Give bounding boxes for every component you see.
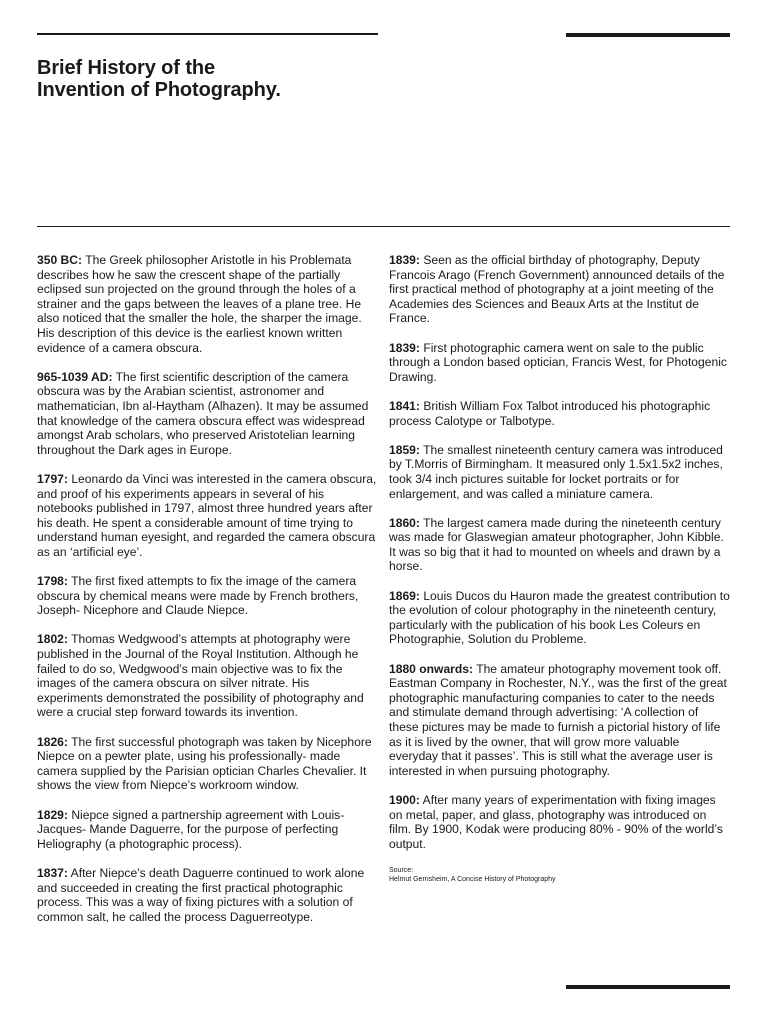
entry-text: After many years of experimentation with fixing images on metal, paper, and glass, photography was introduced on film. By 1900, Kodak were producing 80% - 90% of the world’s output.	[389, 792, 723, 851]
timeline-entry	[37, 370, 378, 458]
entry-year: 1841:	[389, 398, 420, 413]
entry-text: The amateur photography movement took off. Eastman Company in Rochester, N.Y., was the first of the great photographic manufacturing companies to cater to the needs and stimulate demand through advertising: ‘A collection of these pictures may be made to furnish a pictorial history of life as it is lived by the owner, that will grow more valuable everyday that it passes’. This is still what the average user is interested in when pursuing photography.	[389, 661, 727, 778]
section-divider	[37, 226, 730, 227]
entry-text: Niepce signed a partnership agreement with Louis- Jacques- Mande Daguerre, for the purpose of perfecting Heliography (a photographic process).	[37, 807, 345, 851]
entry-text: The first scientific description of the camera obscura was by the Arabian scientist, astronomer and mathematician, Ibn al-Haytham (Alhazen). It may be assumed that knowledge of the camera obscura effect was widespread amongst Arab scholars, who preserved Aristotelian learning throughout the Dark ages in Europe.	[37, 369, 369, 457]
timeline-entry	[389, 662, 730, 779]
entry-year: 1859:	[389, 442, 420, 457]
timeline-entry	[37, 808, 378, 852]
timeline-entry	[37, 735, 378, 793]
entry-text: After Niepce’s death Daguerre continued to work alone and succeeded in creating the first practical photographic process. This was a way of fixing pictures with a solution of common salt, he called the process Daguerreotype.	[37, 865, 365, 924]
entry-year: 965-1039 AD:	[37, 369, 113, 384]
title-line-1: Brief History of the	[37, 57, 216, 79]
entry-year: 350 BC:	[37, 253, 83, 267]
timeline-entry	[37, 574, 378, 618]
right-column	[389, 253, 730, 884]
entry-text: Leonardo da Vinci was interested in the camera obscura, and proof of his experiments appears in several of his notebooks published in 1797, almost three hundred years after his death. He spent a considerable amount of time trying to understand human eyesight, and regarded the camera obscura as an ‘artificial eye’.	[37, 471, 377, 559]
entry-year: 1839:	[389, 253, 420, 267]
timeline-entry	[389, 443, 730, 501]
top-rule-left	[37, 33, 378, 35]
timeline-entry	[389, 341, 730, 385]
entry-text: The largest camera made during the nineteenth century was made for Glaswegian amateur photographer, John Kibble. It was so big that it had to mounted on wheels and drawn by a horse.	[389, 515, 724, 574]
entry-text: Thomas Wedgwood’s attempts at photography were published in the Journal of the Royal Institution. Although he failed to do so, Wedgwood’s main objective was to fix the images of the camera obscura on silver nitrate. His experiments demonstrated the possibility of photography and were a crucial step forward towards its invention.	[37, 632, 364, 720]
left-column	[37, 253, 378, 939]
entry-text: The smallest nineteenth century camera was introduced by T.Morris of Birmingham. It measured only 1.5x1.5x2 inches, took 3/4 inch pictures suitable for locket portraits or for enlargement, and was called a miniature camera.	[389, 442, 723, 501]
entry-year: 1829:	[37, 807, 68, 822]
entry-year: 1826:	[37, 734, 68, 749]
entry-text: The first fixed attempts to fix the image of the camera obscura by chemical means were made by French brothers, Joseph- Nicephore and Claude Niepce.	[37, 574, 359, 618]
top-rule-right	[566, 33, 730, 37]
timeline-entry	[37, 472, 378, 560]
timeline-entry	[389, 793, 730, 851]
entry-year: 1798:	[37, 574, 68, 589]
entry-year: 1869:	[389, 588, 420, 603]
entry-text: The Greek philosopher Aristotle in his Problemata describes how he saw the crescent shape of the partially eclipsed sun projected on the ground through the holes of a strainer and the gaps between the leaves of a plane tree. He also noticed that the smaller the hole, the sharper the image. His description of this device is the earliest known written evidence of a camera obscura.	[37, 253, 362, 355]
timeline-entry	[37, 253, 378, 355]
timeline-entry	[389, 589, 730, 647]
entry-text: First photographic camera went on sale to the public through a London based optician, Francis West, for Photogenic Drawing.	[389, 340, 727, 384]
entry-year: 1797:	[37, 471, 68, 486]
timeline-entry	[37, 632, 378, 720]
entry-text: The first successful photograph was taken by Nicephore Niepce on a pewter plate, using his professionally- made camera supplied by the Parisian optician Charles Chevalier. It shows the view from Niepce’s workroom window.	[37, 734, 372, 793]
entry-year: 1860:	[389, 515, 420, 530]
timeline-entry	[389, 516, 730, 574]
entry-text: Seen as the official birthday of photography, Deputy Francois Arago (French Government) announced details of the first practical method of photography at a joint meeting of the Academies des Sciences and Beaux Arts at the Institut de France.	[389, 253, 725, 326]
entry-year: 1900:	[389, 792, 420, 807]
entry-text: Louis Ducos du Hauron made the greatest contribution to the evolution of colour photography in the nineteenth century, particularly with the publication of his book Les Coleurs en Photographie, Solution du Probleme.	[389, 588, 730, 647]
entry-year: 1839:	[389, 340, 420, 355]
page-title	[37, 57, 397, 101]
entry-year: 1880 onwards:	[389, 661, 474, 676]
bottom-rule-right	[566, 985, 730, 989]
entry-text: British William Fox Talbot introduced his photographic process Calotype or Talbotype.	[389, 398, 711, 428]
timeline-entry	[389, 253, 730, 326]
entry-year: 1802:	[37, 632, 68, 647]
source-citation: Helmut Gernsheim, A Concise History of Photography	[389, 875, 556, 883]
timeline-entry	[389, 399, 730, 428]
source-label: Source:	[389, 866, 414, 874]
entry-year: 1837:	[37, 865, 68, 880]
timeline-entry	[37, 866, 378, 924]
source-note	[389, 866, 730, 884]
title-line-2: Invention of Photography.	[37, 79, 281, 101]
